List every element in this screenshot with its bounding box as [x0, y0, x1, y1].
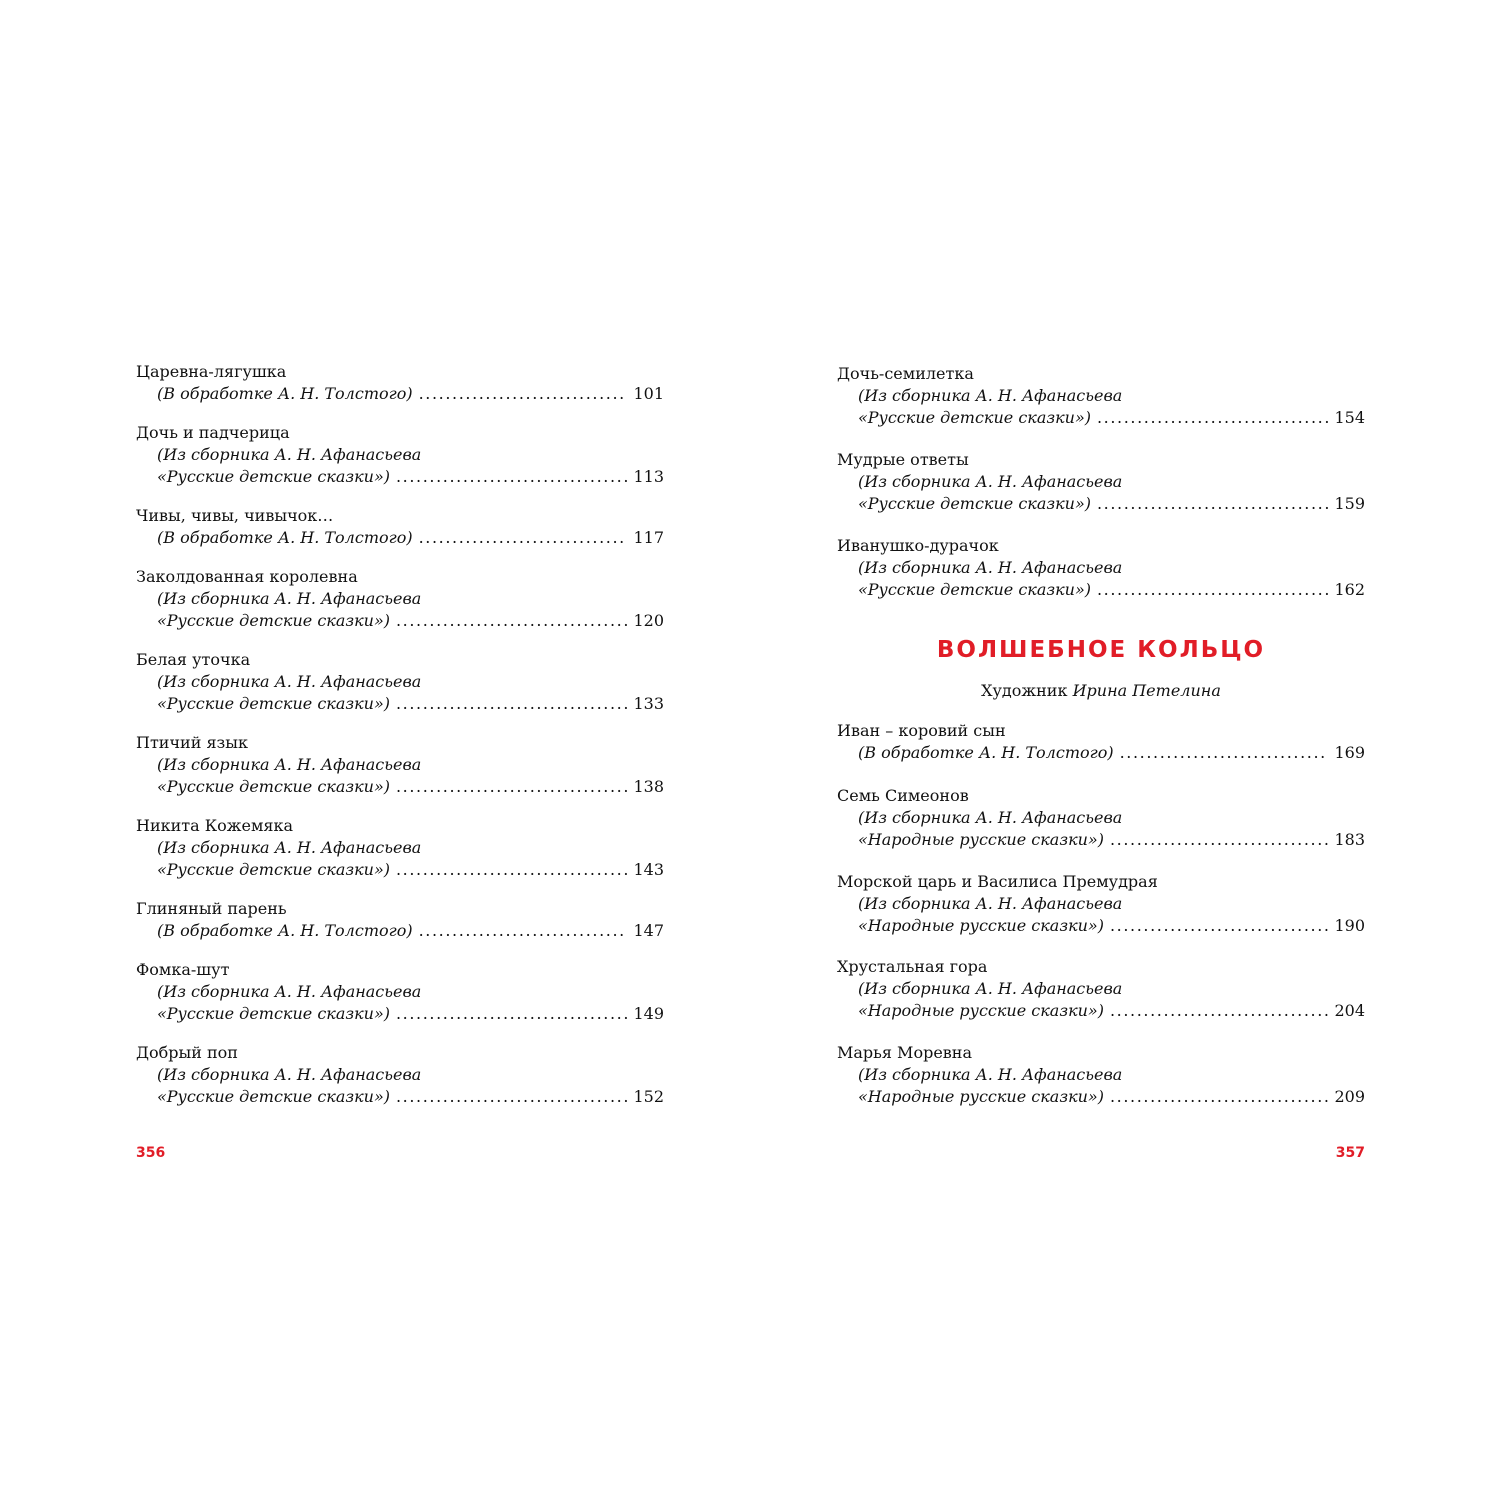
toc-entry-line — [136, 610, 664, 632]
toc-entry-source: «Русские детские сказки») — [157, 1004, 390, 1023]
toc-entry-source: (В обработке А. Н. Толстого) — [157, 921, 413, 940]
dot-leader — [396, 859, 627, 881]
dot-leader — [396, 610, 627, 632]
dot-leader — [1120, 742, 1329, 764]
toc-entry-title: Никита Кожемяка — [136, 816, 294, 835]
toc-entry — [837, 720, 1365, 764]
dot-leader — [1110, 1086, 1329, 1108]
toc-entry-source: «Русские детские сказки») — [858, 580, 1091, 599]
toc-entry — [837, 535, 1365, 601]
toc-entry-source: (Из сборника А. Н. Афанасьева — [858, 894, 1123, 913]
toc-entry-source: «Народные русские сказки») — [858, 830, 1104, 849]
toc-entry-source: (Из сборника А. Н. Афанасьева — [157, 982, 422, 1001]
toc-entry-title: Семь Симеонов — [837, 786, 969, 805]
toc-entry-page-number: 162 — [1334, 580, 1365, 599]
toc-entry-line — [136, 466, 664, 488]
page-number-left: 356 — [136, 1145, 166, 1161]
toc-entry-page-number: 133 — [633, 694, 664, 713]
dot-leader — [1110, 1000, 1329, 1022]
toc-entry-line — [837, 915, 1365, 937]
dot-leader — [1097, 407, 1328, 429]
toc-entry-source: (Из сборника А. Н. Афанасьева — [157, 755, 422, 774]
dot-leader — [1097, 579, 1328, 601]
toc-entry-page-number: 143 — [633, 860, 664, 879]
toc-entry-source: «Русские детские сказки») — [858, 494, 1091, 513]
toc-entry-line — [837, 1086, 1365, 1108]
toc-entry-title: Хрустальная гора — [837, 957, 988, 976]
toc-entry-source: «Русские детские сказки») — [858, 408, 1091, 427]
toc-entry-page-number: 117 — [633, 528, 664, 547]
toc-entry-line — [136, 776, 664, 798]
toc-entry — [136, 361, 664, 405]
toc-entry — [136, 422, 664, 488]
toc-entry — [837, 956, 1365, 1022]
toc-entry-title: Чивы, чивы, чивычок… — [136, 506, 334, 525]
toc-entry — [136, 898, 664, 942]
section-artist-line — [837, 680, 1365, 702]
artist-name: Ирина Петелина — [1072, 681, 1221, 700]
toc-entry-source: «Русские детские сказки») — [157, 860, 390, 879]
toc-entry-title: Царевна-лягушка — [136, 362, 287, 381]
dot-leader — [396, 1086, 627, 1108]
toc-entry-title: Добрый поп — [136, 1043, 238, 1062]
toc-entry-source: (Из сборника А. Н. Афанасьева — [157, 589, 422, 608]
toc-entry-source: (Из сборника А. Н. Афанасьева — [858, 386, 1123, 405]
toc-entry-title: Фомка-шут — [136, 960, 230, 979]
toc-entry-title: Дочь-семилетка — [837, 364, 974, 383]
toc-entry-line — [837, 407, 1365, 429]
toc-entry-source: (Из сборника А. Н. Афанасьева — [858, 1065, 1123, 1084]
toc-entry-title: Иван – коровий сын — [837, 721, 1006, 740]
toc-entry-line — [136, 1086, 664, 1108]
toc-entry-source: «Русские детские сказки») — [157, 694, 390, 713]
toc-entry-page-number: 149 — [633, 1004, 664, 1023]
toc-entry-source: «Русские детские сказки») — [157, 777, 390, 796]
toc-entry-source: (В обработке А. Н. Толстого) — [157, 528, 413, 547]
section-title: ВОЛШЕБНОЕ КОЛЬЦО — [936, 637, 1266, 663]
toc-entry-page-number: 120 — [633, 611, 664, 630]
toc-entry-source: «Русские детские сказки») — [157, 1087, 390, 1106]
toc-entry-page-number: 209 — [1334, 1087, 1365, 1106]
toc-entry-page-number: 138 — [633, 777, 664, 796]
toc-entry-page-number: 204 — [1334, 1001, 1365, 1020]
toc-entry-line — [136, 693, 664, 715]
dot-leader — [396, 1003, 627, 1025]
toc-entry-page-number: 101 — [633, 384, 664, 403]
toc-entry — [837, 449, 1365, 515]
toc-entry-source: «Русские детские сказки») — [157, 467, 390, 486]
toc-entry-source: (Из сборника А. Н. Афанасьева — [858, 979, 1123, 998]
toc-entry — [837, 363, 1365, 429]
toc-entry-source: (Из сборника А. Н. Афанасьева — [858, 558, 1123, 577]
artist-label: Художник — [981, 681, 1068, 700]
toc-entry-line — [837, 829, 1365, 851]
toc-entry-title: Мудрые ответы — [837, 450, 969, 469]
toc-entry-page-number: 152 — [633, 1087, 664, 1106]
toc-entry-line — [136, 527, 664, 549]
dot-leader — [396, 693, 627, 715]
toc-entry-source: (Из сборника А. Н. Афанасьева — [157, 672, 422, 691]
toc-entry-page-number: 169 — [1334, 743, 1365, 762]
toc-entry-page-number: 113 — [633, 467, 664, 486]
toc-entry-line — [136, 920, 664, 942]
toc-entry-title: Белая уточка — [136, 650, 251, 669]
toc-entry-title: Дочь и падчерица — [136, 423, 290, 442]
toc-entry-title: Заколдованная королевна — [136, 567, 358, 586]
toc-entry-line — [136, 1003, 664, 1025]
dot-leader — [1110, 915, 1329, 937]
toc-entry-line — [136, 383, 664, 405]
toc-entry-page-number: 159 — [1334, 494, 1365, 513]
toc-entry-source: (Из сборника А. Н. Афанасьева — [157, 1065, 422, 1084]
toc-entry — [136, 959, 664, 1025]
toc-entry-line — [837, 579, 1365, 601]
toc-entry-source: (Из сборника А. Н. Афанасьева — [858, 808, 1123, 827]
toc-entry-title: Марья Моревна — [837, 1043, 972, 1062]
toc-entry — [136, 1042, 664, 1108]
dot-leader — [396, 776, 627, 798]
toc-entry-title: Птичий язык — [136, 733, 249, 752]
toc-entry-source: (Из сборника А. Н. Афанасьева — [157, 838, 422, 857]
toc-entry — [136, 505, 664, 549]
toc-entry-title: Глиняный парень — [136, 899, 287, 918]
page-number-right: 357 — [1335, 1145, 1365, 1161]
dot-leader — [419, 383, 628, 405]
toc-entry-title: Морской царь и Василиса Премудрая — [837, 872, 1158, 891]
toc-entry — [136, 649, 664, 715]
dot-leader — [1110, 829, 1329, 851]
toc-entry-source: (В обработке А. Н. Толстого) — [858, 743, 1114, 762]
dot-leader — [396, 466, 627, 488]
toc-entry-source: (Из сборника А. Н. Афанасьева — [157, 445, 422, 464]
toc-entry-source: (В обработке А. Н. Толстого) — [157, 384, 413, 403]
dot-leader — [1097, 493, 1328, 515]
toc-entry — [136, 566, 664, 632]
dot-leader — [419, 527, 628, 549]
toc-entry — [837, 785, 1365, 851]
toc-entry-line — [837, 742, 1365, 764]
toc-entry-page-number: 154 — [1334, 408, 1365, 427]
toc-entry-page-number: 147 — [633, 921, 664, 940]
toc-entry-source: «Русские детские сказки») — [157, 611, 390, 630]
toc-entry — [837, 1042, 1365, 1108]
toc-entry-line — [837, 493, 1365, 515]
dot-leader — [419, 920, 628, 942]
toc-entry-page-number: 183 — [1334, 830, 1365, 849]
toc-entry-title: Иванушко-дурачок — [837, 536, 999, 555]
toc-entry — [136, 732, 664, 798]
toc-entry-page-number: 190 — [1334, 916, 1365, 935]
toc-entry-source: «Народные русские сказки») — [858, 1087, 1104, 1106]
toc-entry — [837, 871, 1365, 937]
toc-entry-line — [837, 1000, 1365, 1022]
toc-entry-source: «Народные русские сказки») — [858, 916, 1104, 935]
toc-entry-source: (Из сборника А. Н. Афанасьева — [858, 472, 1123, 491]
toc-entry-line — [136, 859, 664, 881]
toc-entry-source: «Народные русские сказки») — [858, 1001, 1104, 1020]
toc-entry — [136, 815, 664, 881]
